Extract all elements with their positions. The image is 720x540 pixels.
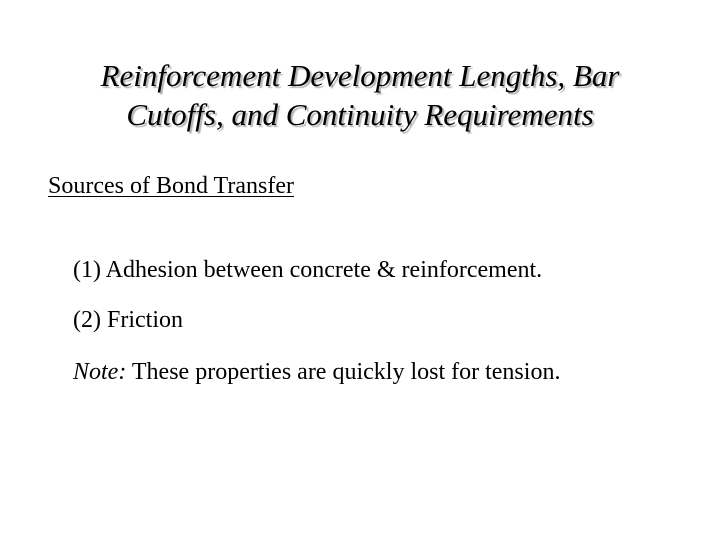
note-text: These properties are quickly lost for tension. <box>126 359 561 385</box>
bond-source-item-friction: (2) Friction <box>73 307 183 333</box>
note-label: Note: <box>73 359 127 385</box>
slide-title-line-1: Reinforcement Development Lengths, Bar <box>100 58 620 93</box>
note <box>73 357 560 387</box>
section-heading: Sources of Bond Transfer <box>48 173 294 199</box>
slide-title-line-2: Cutoffs, and Continuity Requirements <box>126 97 594 132</box>
bond-source-item-adhesion: (1) Adhesion between concrete & reinforcement. <box>73 257 543 283</box>
slide-title <box>20 56 700 134</box>
